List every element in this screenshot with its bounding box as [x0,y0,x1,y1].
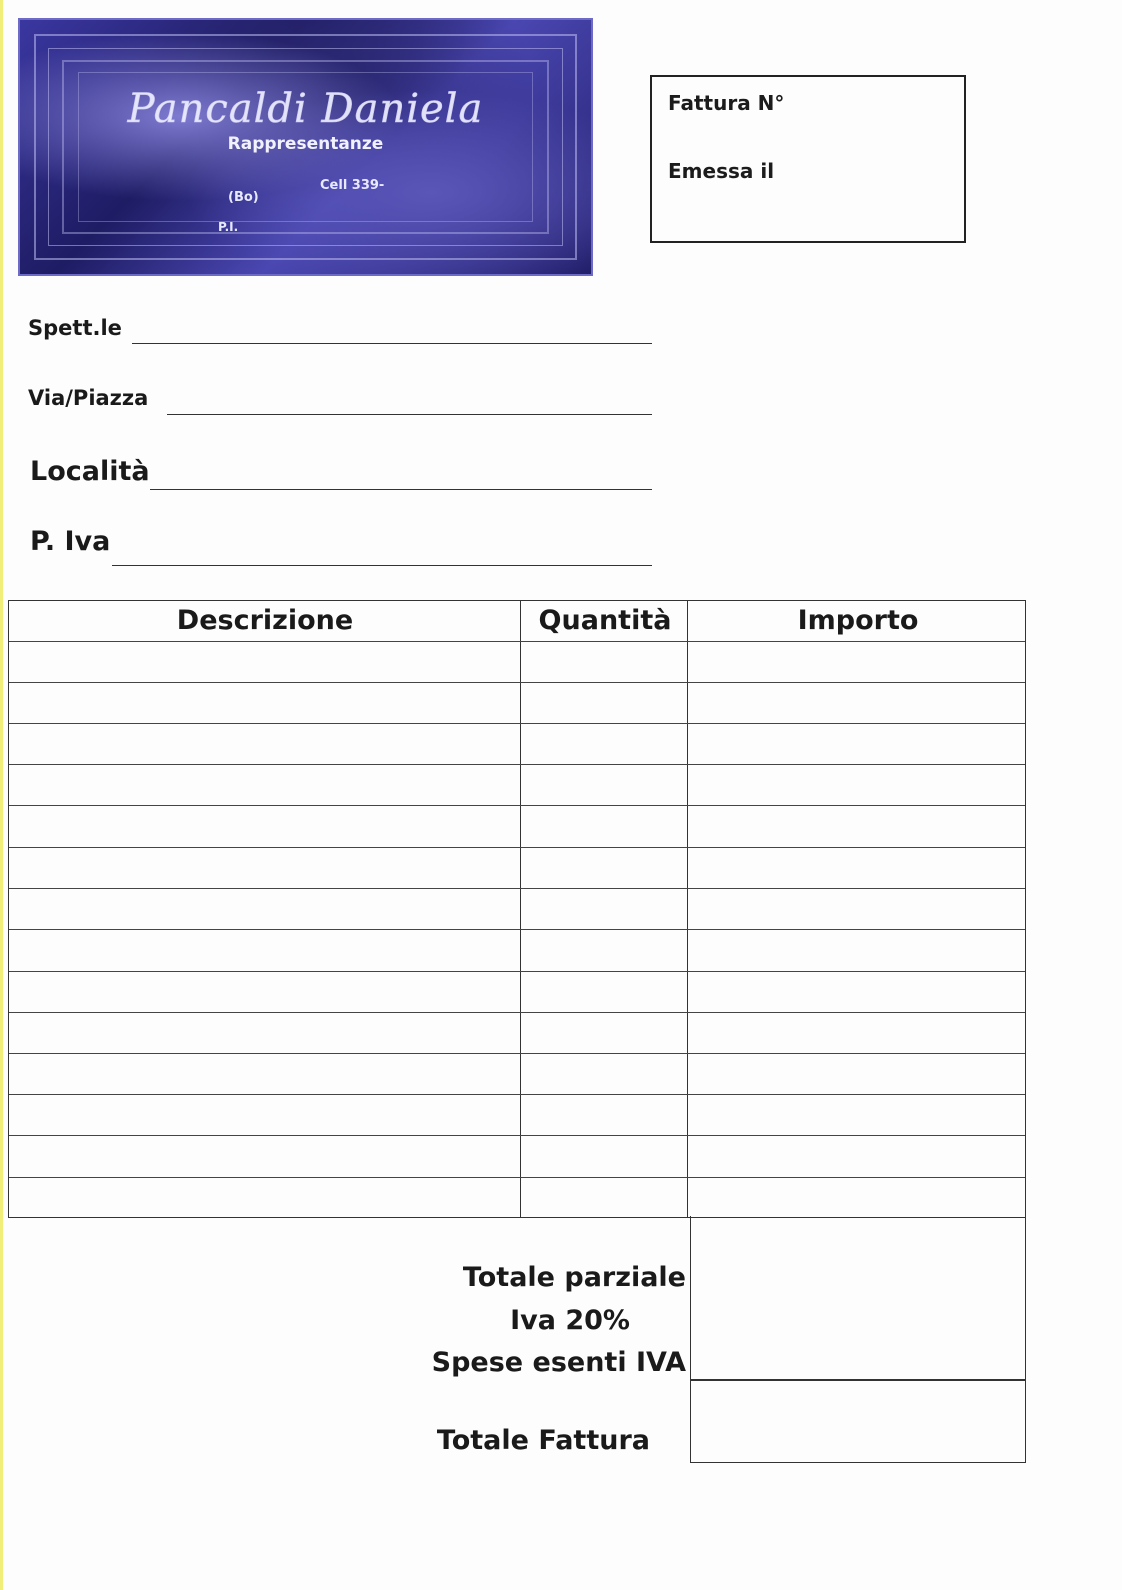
invoice-date-label: Emessa il [668,159,775,183]
company-logo [18,18,593,276]
subtotal-label: Totale parziale [462,1262,686,1293]
logo-province: (Bo) [228,190,259,205]
table-row [9,1177,1025,1178]
table-row [9,641,1025,642]
spett-label: Spett.le [28,316,122,340]
invoice-total-box[interactable] [690,1379,1026,1463]
table-row [9,847,1025,848]
logo-vat-id: P.I. [218,220,239,234]
invoice-number-label: Fattura N° [668,91,785,115]
table-row [9,682,1025,683]
street-label: Via/Piazza [28,386,149,410]
table-row [9,805,1025,806]
table-row [9,971,1025,972]
logo-company-name: Pancaldi Daniela [127,86,484,132]
vat-field-line[interactable] [112,565,652,566]
table-row [9,1135,1025,1136]
page-edge-strip [0,0,3,1590]
table-row [9,723,1025,724]
column-divider [687,601,688,1217]
vat-rate-label: Iva 20% [510,1305,630,1336]
table-row [9,1012,1025,1013]
column-header-description: Descrizione [176,605,354,636]
invoice-number-box [650,75,966,243]
city-field-line[interactable] [150,489,652,490]
logo-cell-number: Cell 339- [320,178,385,193]
column-header-quantity: Quantità [538,605,672,636]
items-table [8,600,1026,1218]
street-field-line[interactable] [167,414,652,415]
table-row [9,1053,1025,1054]
column-header-amount: Importo [797,605,919,636]
vat-exempt-label: Spese esenti IVA [431,1347,686,1378]
spett-field-line[interactable] [132,343,652,344]
table-row [9,888,1025,889]
table-row [9,929,1025,930]
table-row [9,1094,1025,1095]
table-row [9,764,1025,765]
vat-label: P. Iva [30,526,111,557]
invoice-total-label: Totale Fattura [436,1425,650,1456]
city-label: Località [30,456,150,487]
column-divider [520,601,521,1217]
logo-subtitle: Rappresentanze [227,134,384,154]
subtotal-box[interactable] [690,1216,1026,1381]
